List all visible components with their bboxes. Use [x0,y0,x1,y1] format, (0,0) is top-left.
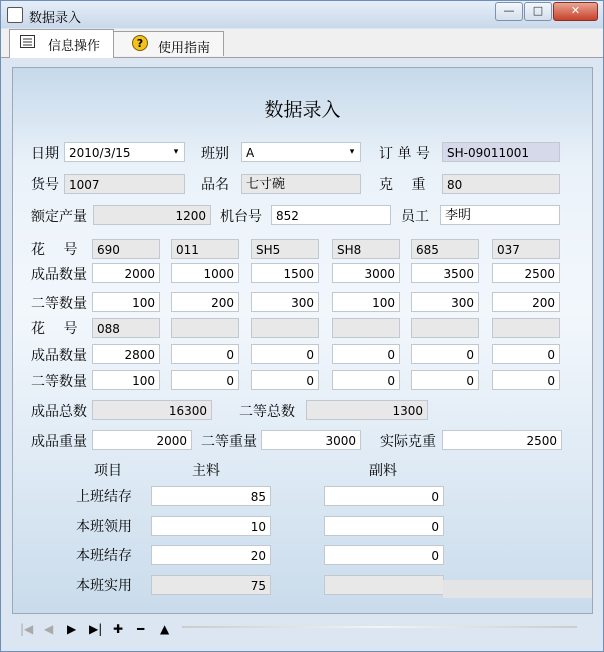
aux-material-overflow-strip [443,580,592,598]
svg-text:?: ? [136,37,144,50]
main-material-header: 主料 [192,463,220,479]
second-grade-qty-label: 二等数量 [31,296,87,312]
second-grade-qty-field[interactable]: 300 [411,292,479,312]
record-navigator [12,618,591,644]
second-grade-qty-field[interactable]: 100 [92,292,160,312]
post-record-button[interactable]: ▲ [160,622,170,636]
aux-material-field[interactable]: 0 [324,516,444,536]
aux-material-field[interactable] [324,575,444,595]
delete-record-button[interactable]: ━ [137,622,145,636]
second-grade-qty-field[interactable]: 200 [171,292,239,312]
finished-qty-label: 成品数量 [31,267,87,283]
chevron-down-icon[interactable]: ▾ [349,147,355,157]
goods-no-field[interactable]: 1007 [64,174,185,194]
aux-material-field[interactable]: 0 [324,486,444,506]
tab-label: 使用指南 [158,41,211,56]
finished-weight-field[interactable]: 2000 [92,430,192,450]
main-material-field[interactable]: 10 [151,516,271,536]
second-total-label: 二等总数 [239,404,295,420]
goods-no-label: 货号 [31,177,59,193]
item-header: 项目 [94,463,122,479]
next-record-button[interactable]: ▶ [67,622,77,636]
finished-qty-field[interactable]: 3000 [332,263,400,283]
second-grade-qty-field[interactable]: 300 [251,292,319,312]
close-button[interactable]: ✕ [553,2,598,21]
shift-value: A [246,146,255,160]
shift-label: 班别 [201,146,229,162]
chevron-down-icon[interactable]: ▾ [173,147,179,157]
finished-qty-field[interactable]: 2800 [92,344,160,364]
help-icon [132,35,148,51]
finished-qty-field[interactable]: 0 [332,344,400,364]
window-title: 数据录入 [29,11,82,26]
title-bar [1,1,603,28]
finished-qty-field[interactable]: 0 [171,344,239,364]
second-grade-qty-field[interactable]: 0 [251,370,319,390]
unit-weight-field[interactable]: 80 [442,174,560,194]
form-heading: 数据录入 [264,99,341,121]
pattern-label: 花 号 [31,321,78,337]
pattern-field[interactable]: SH5 [251,239,319,259]
material-row-label: 本班结存 [76,548,132,564]
second-grade-qty-field[interactable]: 100 [92,370,160,390]
date-picker[interactable] [64,142,185,162]
tab-label: 信息操作 [48,39,101,54]
second-total-field[interactable]: 1300 [306,400,428,420]
pattern-label: 花 号 [31,242,78,258]
finished-qty-field[interactable]: 3500 [411,263,479,283]
finished-total-field[interactable]: 16300 [92,400,212,420]
navigator-divider [182,626,577,628]
worker-label: 员工 [401,209,429,225]
second-weight-field[interactable]: 3000 [261,430,361,450]
second-grade-qty-label: 二等数量 [31,374,87,390]
finished-qty-field[interactable]: 0 [411,344,479,364]
second-grade-qty-field[interactable]: 100 [332,292,400,312]
finished-qty-field[interactable]: 2000 [92,263,160,283]
weight-label: 克 重 [379,177,426,193]
second-grade-qty-field[interactable]: 200 [492,292,560,312]
rated-output-label: 额定产量 [31,209,87,225]
actual-weight-field[interactable]: 2500 [442,430,562,450]
finished-weight-label: 成品重量 [31,434,87,450]
second-grade-qty-field[interactable]: 0 [411,370,479,390]
product-label: 品名 [201,177,229,193]
finished-total-label: 成品总数 [31,404,87,420]
pattern-field[interactable]: 685 [411,239,479,259]
rated-output-field[interactable]: 1200 [93,205,211,225]
pattern-field[interactable] [411,318,479,338]
pattern-field[interactable] [492,318,560,338]
tab-strip [1,29,603,58]
finished-qty-field[interactable]: 1000 [171,263,239,283]
last-record-button[interactable]: ▶| [89,622,103,636]
main-material-field[interactable]: 20 [151,545,271,565]
finished-qty-field[interactable]: 0 [251,344,319,364]
tab-info-operation[interactable] [9,29,114,58]
list-icon [20,35,35,48]
pattern-field[interactable] [251,318,319,338]
pattern-field[interactable]: 690 [92,239,160,259]
machine-no-field[interactable]: 852 [271,205,391,225]
pattern-field[interactable]: 011 [171,239,239,259]
pattern-field[interactable] [332,318,400,338]
prior-record-button[interactable]: ◀ [44,622,54,636]
app-icon [7,7,23,23]
worker-field[interactable]: 李明 [440,205,560,225]
product-name-field[interactable]: 七寸碗 [241,174,361,194]
add-record-button[interactable]: ✚ [113,622,124,636]
minimize-button[interactable]: — [495,2,523,21]
order-label: 订 单 号 [379,146,430,162]
second-grade-qty-field[interactable]: 0 [332,370,400,390]
date-label: 日期 [31,146,59,162]
second-grade-qty-field[interactable]: 0 [171,370,239,390]
material-row-label: 本班领用 [76,519,132,535]
pattern-field[interactable]: 088 [92,318,160,338]
pattern-field[interactable]: 037 [492,239,560,259]
finished-qty-field[interactable]: 0 [492,344,560,364]
material-row-label: 上班结存 [76,489,132,505]
form-panel [12,67,593,614]
second-weight-label: 二等重量 [201,434,257,450]
tab-user-guide[interactable] [113,31,224,56]
material-row-label: 本班实用 [76,578,132,594]
pattern-field[interactable]: SH8 [332,239,400,259]
finished-qty-field[interactable]: 2500 [492,263,560,283]
aux-material-header: 副料 [369,463,397,479]
order-number-field[interactable]: SH-09011001 [442,142,560,162]
machine-label: 机台号 [220,209,262,225]
actual-weight-label: 实际克重 [380,434,436,450]
date-value: 2010/3/15 [69,146,131,160]
second-grade-qty-field[interactable]: 0 [492,370,560,390]
shift-select[interactable] [241,142,361,162]
main-material-field[interactable]: 75 [151,575,271,595]
finished-qty-field[interactable]: 1500 [251,263,319,283]
main-material-field[interactable]: 85 [151,486,271,506]
first-record-button[interactable]: |◀ [20,622,34,636]
aux-material-field[interactable]: 0 [324,545,444,565]
maximize-button[interactable]: □ [524,2,552,21]
pattern-field[interactable] [171,318,239,338]
finished-qty-label: 成品数量 [31,348,87,364]
